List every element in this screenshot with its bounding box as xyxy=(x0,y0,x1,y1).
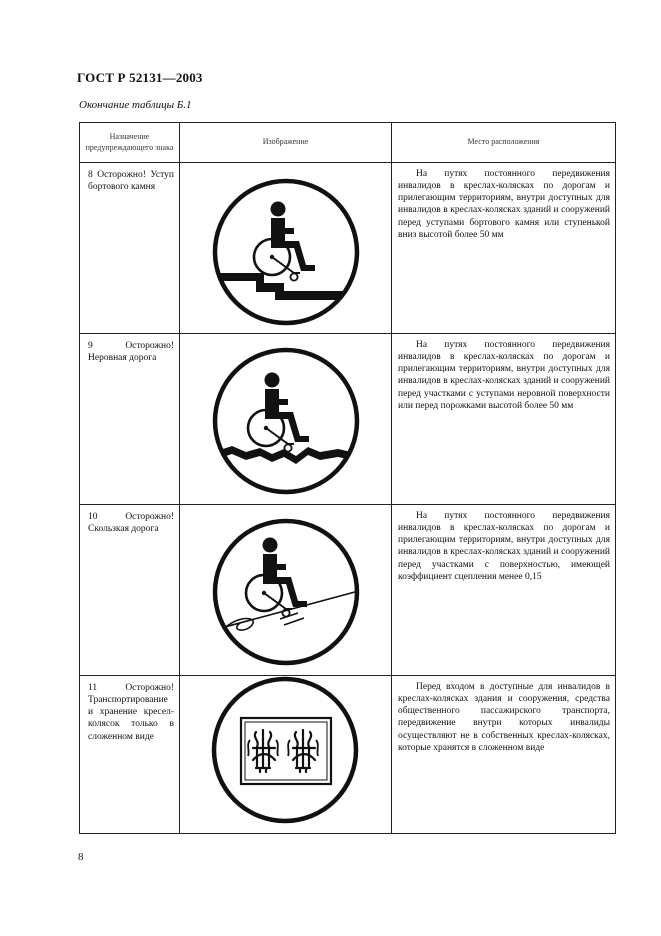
location-cell xyxy=(392,676,616,834)
image-cell xyxy=(180,334,392,505)
purpose-cell xyxy=(80,334,180,505)
location-text: Перед входом в доступные для инвалидов в креслах-колясках здания и сооружения, средства общественного пассажирского транспорта, передвижение внутри которых инвалиды осуществляют не в собственных креслах-колясках, которые хранятся в сложенном виде xyxy=(398,682,610,753)
header-location: Место расположения xyxy=(392,123,616,163)
document-standard-title: ГОСТ Р 52131—2003 xyxy=(77,70,203,85)
curb-step-sign-icon xyxy=(180,163,392,333)
image-cell xyxy=(180,163,392,334)
page-number: 8 xyxy=(78,851,84,863)
location-text: На путях постоянного передвижения инвалидов в креслах-колясках по дорогам и прилегающим территориям, внутри доступных для инвалидов в креслах-колясках зданий и сооружений перед участками с уступами неровной поверхности или перед порожками высотой более 50 мм xyxy=(398,340,610,411)
purpose-text: 10 Осторожно! Скользкая дорога xyxy=(88,512,174,535)
table-row xyxy=(80,676,616,834)
table-caption: Окончание таблицы Б.1 xyxy=(79,99,192,111)
location-cell xyxy=(392,334,616,505)
purpose-cell xyxy=(80,163,180,334)
uneven-road-sign-icon xyxy=(180,334,392,504)
image-cell xyxy=(180,505,392,676)
location-cell xyxy=(392,163,616,334)
location-text: На путях постоянного передвижения инвалидов в креслах-колясках по дорогам и прилегающим территориям, внутри доступных для инвалидов в креслах-колясках зданий и сооружений перед уступами бортового камня или ступенькой вниз высотой более 50 мм xyxy=(398,169,610,240)
purpose-cell xyxy=(80,676,180,834)
location-cell xyxy=(392,505,616,676)
purpose-text: 8 Осторожно! Уступ бортового камня xyxy=(88,170,174,193)
purpose-cell xyxy=(80,505,180,676)
header-purpose: Назначение предупреждающего знака xyxy=(80,123,180,163)
table-row xyxy=(80,163,616,334)
table-header-row xyxy=(80,123,616,163)
image-cell xyxy=(180,676,392,834)
slippery-road-sign-icon xyxy=(180,505,392,675)
location-text: На путях постоянного передвижения инвалидов в креслах-колясках по дорогам и прилегающим территориям, внутри доступных для инвалидов в креслах-колясках зданий и сооружений перед участками с поверхностью, имеющей коэффициент сцепления менее 0,15 xyxy=(398,511,610,582)
folded-wheelchair-sign-icon xyxy=(180,676,392,833)
table-row xyxy=(80,505,616,676)
purpose-text: 11 Осторожно! Транспортирование и хранение кресел-колясок только в сложенном виде xyxy=(88,683,174,742)
purpose-text: 9 Осторожно! Неровная дорога xyxy=(88,341,174,364)
header-image: Изображение xyxy=(180,123,392,163)
table-row xyxy=(80,334,616,505)
warning-signs-table xyxy=(79,122,616,834)
